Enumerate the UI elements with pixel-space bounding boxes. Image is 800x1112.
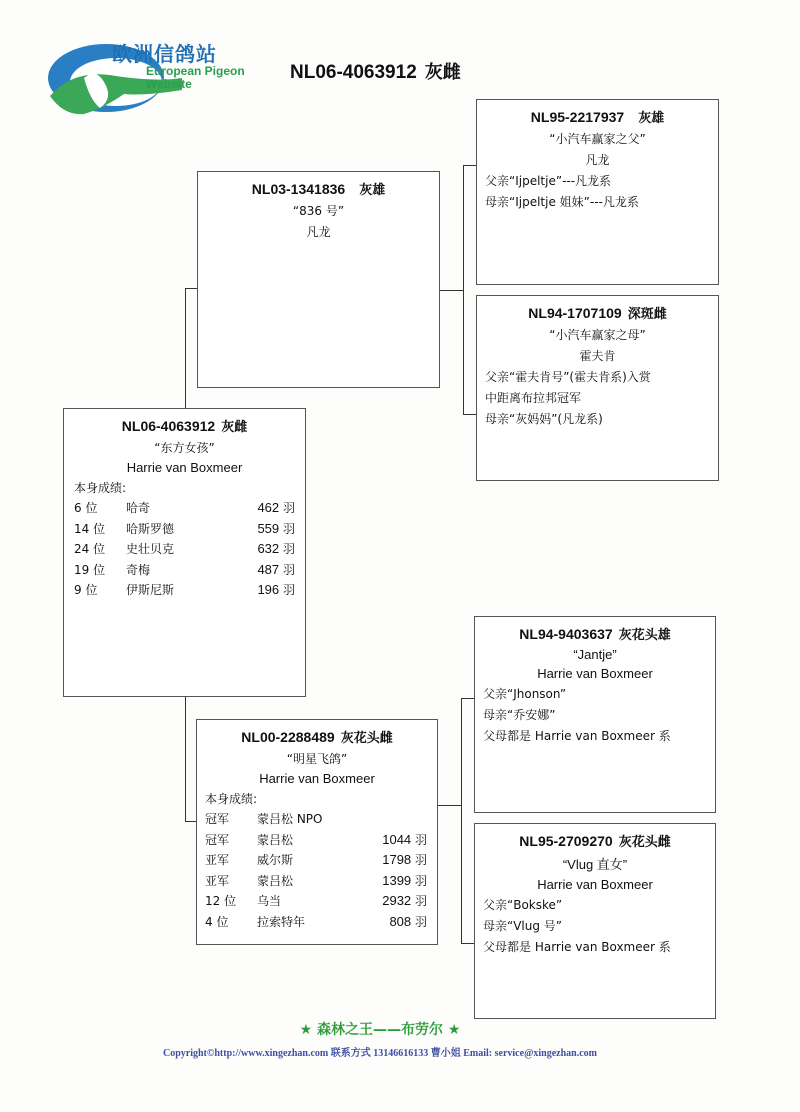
dam-dam-owner: Harrie van Boxmeer bbox=[537, 877, 653, 892]
result-birds-num: 1399 bbox=[382, 872, 412, 888]
result-row bbox=[74, 560, 305, 581]
title-ring: NL06-4063912 bbox=[290, 62, 417, 83]
dam-dam-desc: 灰花头雌 bbox=[618, 835, 671, 850]
dam-sire-box bbox=[474, 616, 716, 813]
connector-line bbox=[185, 288, 186, 408]
result-birds-num: 632 bbox=[257, 541, 280, 556]
connector-line bbox=[437, 805, 461, 806]
result-birds-num: 487 bbox=[257, 561, 280, 577]
result-place: 哈斯罗德 bbox=[126, 521, 175, 536]
result-birds-unit: 羽 bbox=[414, 914, 427, 929]
result-place: 蒙吕松 bbox=[257, 832, 294, 847]
result-place: 哈奇 bbox=[126, 501, 151, 515]
dam-owner: Harrie van Boxmeer bbox=[259, 771, 375, 786]
result-row bbox=[205, 871, 437, 892]
dam-ring: NL00-2288489 bbox=[241, 729, 335, 745]
result-birds-num: 2932 bbox=[382, 893, 412, 908]
dam-dam-mother: 母亲“Vlug 号” bbox=[483, 919, 563, 933]
subject-header bbox=[64, 416, 305, 435]
sire-sire-header bbox=[477, 107, 718, 126]
result-birds-unit: 羽 bbox=[282, 562, 295, 577]
result-birds-unit: 羽 bbox=[282, 501, 295, 515]
result-birds-num: 559 bbox=[257, 520, 280, 536]
sire-desc: 灰雄 bbox=[359, 183, 386, 198]
sire-sire-father: 父亲“Ijpeltje”---凡龙系 bbox=[485, 174, 612, 188]
page-title bbox=[290, 58, 461, 84]
sire-sire-box bbox=[476, 99, 719, 285]
result-birds-unit: 羽 bbox=[282, 521, 295, 536]
result-birds-unit: 羽 bbox=[414, 894, 427, 908]
connector-line bbox=[461, 698, 462, 944]
dam-sire-name: “Jantje” bbox=[573, 647, 617, 662]
dam-dam-name: “Vlug 直女” bbox=[562, 857, 628, 872]
result-birds-unit: 羽 bbox=[282, 542, 295, 556]
result-birds-unit: 羽 bbox=[414, 832, 427, 847]
result-rank: 冠军 bbox=[205, 812, 230, 826]
result-row bbox=[205, 850, 437, 871]
result-birds bbox=[382, 850, 427, 871]
sire-sire-ring: NL95-2217937 bbox=[530, 109, 625, 125]
dam-dam-ring: NL95-2709270 bbox=[519, 833, 613, 849]
result-place: 拉索特年 bbox=[257, 914, 306, 929]
result-row bbox=[74, 580, 305, 601]
result-place: 蒙吕松 bbox=[257, 873, 294, 888]
connector-line bbox=[440, 290, 464, 291]
logo-en-line1: European Pigeon bbox=[146, 64, 245, 78]
result-place: 史壮贝克 bbox=[126, 542, 175, 556]
result-birds-unit: 羽 bbox=[282, 583, 295, 597]
subject-results bbox=[64, 498, 305, 601]
logo-en-line2: Website bbox=[146, 77, 192, 91]
result-rank: 亚军 bbox=[205, 853, 230, 867]
result-birds bbox=[257, 580, 295, 601]
dam-sire-ring: NL94-9403637 bbox=[519, 626, 613, 642]
sire-dam-box bbox=[476, 295, 719, 481]
sire-sire-line: 凡龙 bbox=[585, 153, 610, 167]
dam-name: “明星飞鸽” bbox=[286, 752, 348, 766]
connector-line bbox=[463, 414, 476, 415]
connector-line bbox=[461, 943, 474, 944]
dam-sire-desc: 灰花头雄 bbox=[618, 628, 671, 643]
footer-title: ★ 森林之王——布劳尔 ★ bbox=[299, 1022, 461, 1038]
result-row bbox=[74, 498, 305, 519]
dam-results-label: 本身成绩: bbox=[205, 792, 258, 806]
subject-ring: NL06-4063912 bbox=[121, 418, 216, 434]
result-birds-num: 1044 bbox=[382, 831, 412, 847]
dam-results bbox=[197, 809, 437, 932]
dam-header bbox=[197, 727, 437, 746]
sire-ring: NL03-1341836 bbox=[251, 181, 346, 197]
result-row bbox=[74, 539, 305, 560]
result-row bbox=[74, 519, 305, 540]
result-rank: 14 位 bbox=[74, 521, 106, 536]
result-rank: 19 位 bbox=[74, 562, 106, 577]
result-rank: 9 位 bbox=[74, 583, 98, 597]
subject-name: “东方女孩” bbox=[154, 441, 215, 455]
sire-dam-line: 霍夫肯 bbox=[579, 349, 616, 363]
sire-dam-father-1: 父亲“霍夫肯号”(霍夫肯系)入赏 bbox=[485, 370, 651, 384]
result-rank: 冠军 bbox=[205, 832, 230, 847]
dam-sire-parents: 父母都是 Harrie van Boxmeer 系 bbox=[483, 729, 671, 743]
result-birds bbox=[257, 560, 295, 581]
dam-dam-parents: 父母都是 Harrie van Boxmeer 系 bbox=[483, 940, 671, 954]
result-birds bbox=[382, 830, 427, 851]
result-place: 奇梅 bbox=[126, 562, 151, 577]
result-row bbox=[205, 830, 437, 851]
sire-dam-ring: NL94-1707109 bbox=[528, 305, 622, 321]
sire-name: “836 号” bbox=[292, 204, 345, 218]
sire-line: 凡龙 bbox=[306, 225, 331, 239]
result-birds-unit: 羽 bbox=[414, 873, 427, 888]
result-rank: 亚军 bbox=[205, 873, 230, 888]
result-birds bbox=[257, 498, 295, 519]
result-birds-num: 462 bbox=[257, 500, 280, 515]
sire-sire-mother: 母亲“Ijpeltje 姐妹”---凡龙系 bbox=[485, 195, 639, 209]
result-place: 乌当 bbox=[257, 894, 282, 908]
result-row bbox=[205, 891, 437, 912]
result-birds bbox=[382, 871, 427, 892]
result-birds bbox=[257, 519, 295, 540]
result-row bbox=[205, 912, 437, 933]
result-rank: 12 位 bbox=[205, 894, 237, 908]
sire-dam-desc: 深斑雌 bbox=[627, 307, 667, 322]
result-rank: 4 位 bbox=[205, 914, 229, 929]
dam-sire-header bbox=[475, 624, 715, 643]
logo-cn-text: 欧洲信鸽站 bbox=[112, 42, 217, 66]
result-rank: 6 位 bbox=[74, 501, 98, 515]
result-birds bbox=[257, 539, 295, 560]
dam-dam-father: 父亲“Bokske” bbox=[483, 898, 563, 912]
result-birds-unit: 羽 bbox=[414, 853, 427, 867]
subject-results-label: 本身成绩: bbox=[74, 481, 127, 495]
connector-line bbox=[185, 697, 186, 821]
sire-box bbox=[197, 171, 440, 388]
sire-sire-name: “小汽车赢家之父” bbox=[549, 132, 646, 146]
result-birds-num: 808 bbox=[389, 913, 412, 929]
sire-sire-desc: 灰雄 bbox=[638, 111, 665, 126]
subject-owner: Harrie van Boxmeer bbox=[126, 460, 243, 475]
dam-sire-mother: 母亲“乔安娜” bbox=[483, 708, 556, 722]
connector-line bbox=[463, 165, 476, 166]
sire-header bbox=[198, 179, 439, 198]
title-desc: 灰雌 bbox=[424, 62, 461, 83]
subject-box bbox=[63, 408, 306, 697]
subject-desc: 灰雌 bbox=[221, 420, 248, 435]
sire-dam-father-2: 中距离布拉邦冠军 bbox=[485, 391, 582, 405]
dam-dam-box bbox=[474, 823, 716, 1019]
connector-line bbox=[461, 698, 474, 699]
dam-sire-father: 父亲“Jhonson” bbox=[483, 687, 567, 701]
result-place: 蒙吕松 NPO bbox=[257, 812, 323, 826]
footer-copyright: Copyright©http://www.xingezhan.com 联系方式 13146616133 曹小姐 Email: service@xingezhan.com bbox=[163, 1048, 597, 1059]
dam-dam-header bbox=[475, 831, 715, 850]
connector-line bbox=[463, 165, 464, 415]
result-birds bbox=[382, 891, 427, 912]
sire-dam-name: “小汽车赢家之母” bbox=[549, 328, 646, 342]
dam-box bbox=[196, 719, 438, 945]
dam-desc: 灰花头雌 bbox=[340, 731, 393, 746]
result-birds bbox=[389, 912, 427, 933]
result-place: 威尔斯 bbox=[257, 853, 294, 867]
result-birds-num: 196 bbox=[257, 582, 280, 597]
result-birds-num: 1798 bbox=[382, 852, 412, 867]
result-rank: 24 位 bbox=[74, 542, 106, 556]
sire-dam-mother: 母亲“灰妈妈”(凡龙系) bbox=[485, 412, 603, 426]
result-place: 伊斯尼斯 bbox=[126, 583, 175, 597]
dam-sire-owner: Harrie van Boxmeer bbox=[537, 666, 653, 681]
result-row bbox=[205, 809, 437, 830]
sire-dam-header bbox=[477, 303, 718, 322]
